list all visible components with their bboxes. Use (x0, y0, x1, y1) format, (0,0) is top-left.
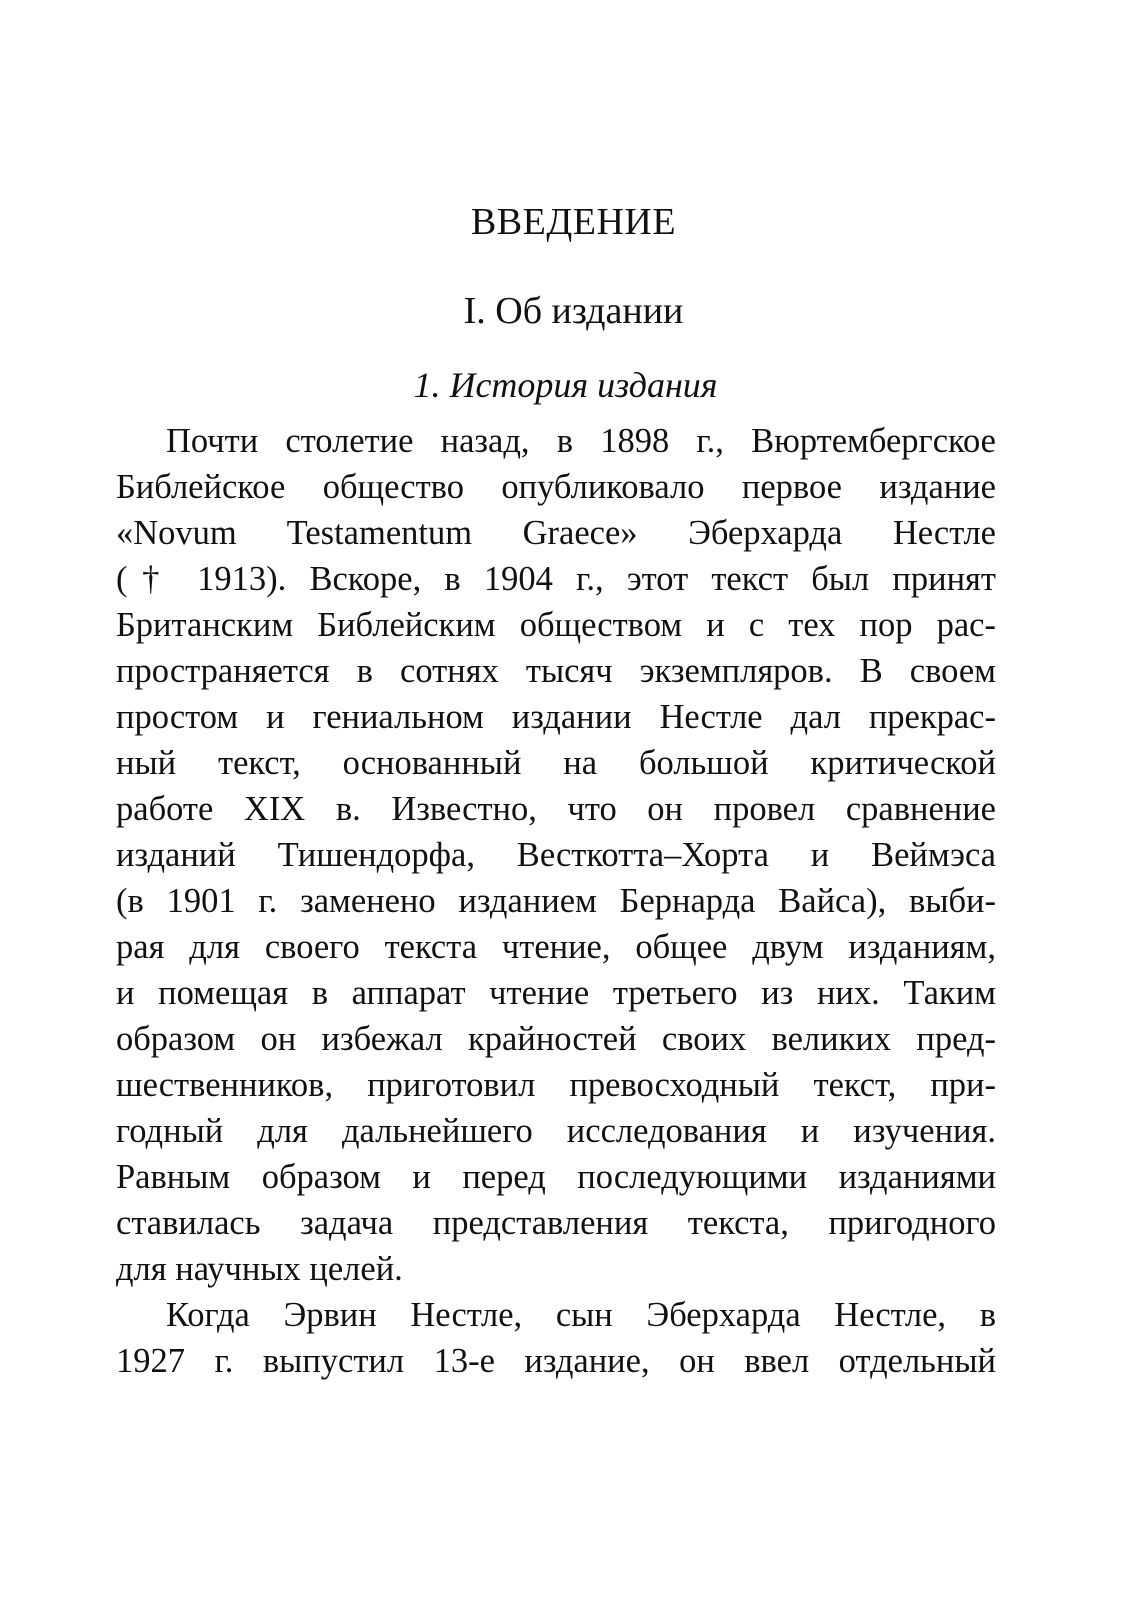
subsection-title: 1. История издания (413, 365, 718, 405)
paragraph-line: († 1913). Вскоре, в 1904 г., этот текст был принят (116, 560, 996, 598)
paragraph-line: 1927 г. выпустил 13-е издание, он ввел отдельный (116, 1342, 996, 1380)
paragraph-line: работе XIX в. Известно, что он провел сравнение (116, 790, 996, 828)
paragraph-line: шественников, приготовил превосходный текст, при- (116, 1066, 996, 1104)
paragraph-line: образом он избежал крайностей своих великих пред- (116, 1020, 996, 1058)
paragraph-line: изданий Тишендорфа, Весткотта–Хорта и Веймэса (116, 836, 996, 874)
paragraph-line: простом и гениальном издании Нестле дал прекрас- (116, 698, 996, 736)
paragraph-line: Библейское общество опубликовало первое издание (116, 468, 996, 506)
paragraph-1 (116, 418, 996, 1292)
paragraph-line: рая для своего текста чтение, общее двум изданиям, (116, 928, 996, 966)
section-title: I. Об издании (463, 290, 684, 332)
paragraph-line: (в 1901 г. заменено изданием Бернарда Вайса), выби- (116, 882, 996, 920)
chapter-title: ВВЕДЕНИЕ (470, 201, 677, 243)
paragraph-line: Когда Эрвин Нестле, сын Эберхарда Нестле, в (166, 1296, 996, 1334)
paragraph-line: и помещая в аппарат чтение третьего из них. Таким (116, 974, 996, 1012)
body-text (116, 418, 996, 1384)
paragraph-line: «Novum Testamentum Graece» Эберхарда Нестле (116, 514, 996, 552)
paragraph-line: пространяется в сотнях тысяч экземпляров. В своем (116, 652, 996, 690)
paragraph-line: Равным образом и перед последующими изданиями (116, 1158, 996, 1196)
paragraph-line: для научных целей. (116, 1250, 403, 1288)
paragraph-line: годный для дальнейшего исследования и изучения. (116, 1112, 996, 1150)
paragraph-line: ставилась задача представления текста, пригодного (116, 1204, 996, 1242)
paragraph-2 (116, 1292, 996, 1384)
paragraph-line: Британским Библейским обществом и с тех пор рас- (116, 606, 996, 644)
paragraph-line: ный текст, основанный на большой критической (116, 744, 996, 782)
paragraph-line: Почти столетие назад, в 1898 г., Вюртембергское (166, 422, 996, 460)
